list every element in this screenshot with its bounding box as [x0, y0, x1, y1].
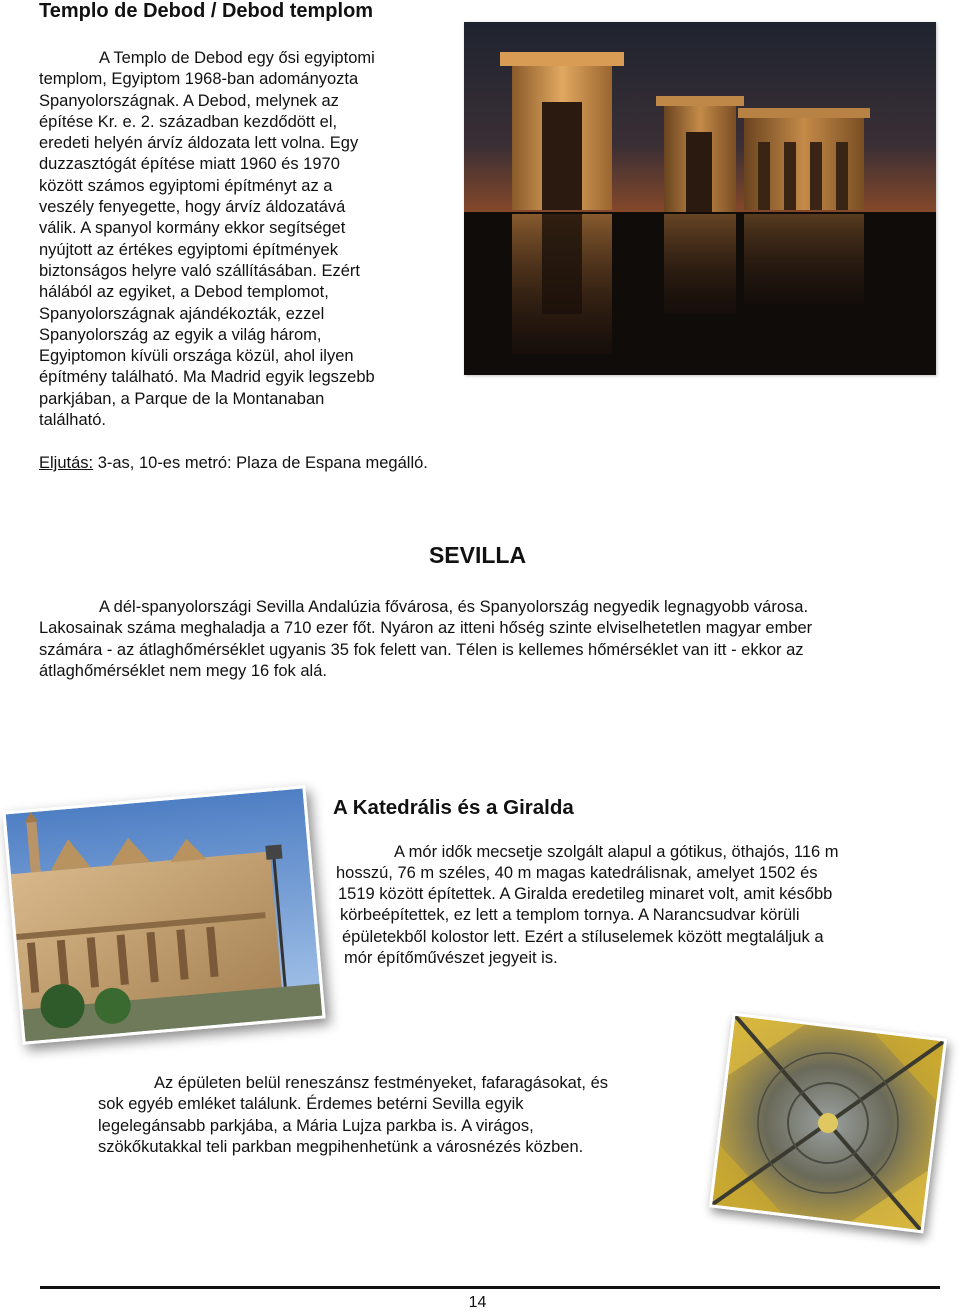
debod-line: duzzasztógát építése miatt 1960 és 1970	[39, 155, 340, 174]
debod-line: Spanyolország az egyik a világ három,	[39, 325, 322, 344]
katedralis-line: körbeépítettek, ez lett a templom tornya. A Narancsudvar körüli	[340, 906, 800, 924]
access-label: Eljutás:	[39, 454, 94, 472]
debod-line: biztonságos helyre való szállításában. Ezért	[39, 261, 361, 280]
cathedral-ceiling-photo	[709, 1013, 947, 1234]
sevilla-paragraph	[39, 597, 919, 682]
access-info	[39, 454, 428, 473]
sevilla-heading: SEVILLA	[428, 542, 527, 568]
katedralis-line: hosszú, 76 m széles, 40 m magas katedrálisnak, amelyet 1502 és	[336, 864, 818, 882]
debod-line: Egyiptomon kívüli országa közül, ahol ilyen	[39, 347, 354, 366]
debod-line: található.	[39, 411, 106, 430]
interior-line: legelegánsabb parkjába, a Mária Lujza parkba is. A virágos,	[98, 1116, 534, 1135]
debod-line: között számos egyiptomi építményt az a	[39, 176, 333, 195]
sevilla-line: Lakosainak száma meghaladja a 710 ezer főt. Nyáron az itteni hőség szinte elviselhetetlen magyar ember	[39, 619, 813, 638]
debod-line: veszély fenyegette, hogy árvíz áldozatává	[39, 198, 346, 217]
cathedral-photo	[2, 785, 325, 1045]
sevilla-line: számára - az átlaghőmérséklet ugyanis 35 fok felett van. Télen is kellemes hőmérséklet van itt - ekkor az	[39, 640, 804, 659]
debod-line: eredeti helyén árvíz áldozata lett volna. Egy	[39, 134, 359, 153]
debod-line: hálából az egyiket, a Debod templomot,	[39, 283, 329, 302]
katedralis-line: mór építőművészet jegyeit is.	[344, 949, 558, 967]
debod-line: Spanyolországnak ajándékozták, ezzel	[39, 304, 325, 323]
katedralis-heading: A Katedrális és a Giralda	[333, 796, 574, 819]
interior-line: szökőkutakkal teli parkban megpihenhetünk a városnézés közben.	[98, 1137, 584, 1156]
debod-line: nyújtott az értékes egyiptomi építmények	[39, 240, 338, 259]
sevilla-line: A dél-spanyolországi Sevilla Andalúzia fővárosa, és Spanyolország negyedik legnagyobb városa.	[99, 598, 809, 616]
sevilla-line: átlaghőmérséklet nem megy 16 fok alá.	[39, 661, 327, 680]
debod-line: templom, Egyiptom 1968-ban adományozta	[39, 70, 359, 89]
debod-temple-photo	[464, 22, 936, 375]
interior-line: Az épületen belül reneszánsz festményeket, fafaragásokat, és	[154, 1074, 609, 1092]
page-number: 14	[468, 1294, 487, 1311]
katedralis-line: A mór idők mecsetje szolgált alapul a gótikus, öthajós, 116 m	[394, 843, 839, 861]
debod-line: válik. A spanyol kormány ekkor segítséget	[39, 219, 346, 238]
katedralis-line: 1519 között építettek. A Giralda eredetileg minaret volt, amit később	[338, 885, 833, 903]
access-text: 3-as, 10-es metró: Plaza de Espana megálló.	[93, 454, 428, 472]
interior-line: sok egyéb emléket találunk. Érdemes betérni Sevilla egyik	[98, 1095, 524, 1114]
debod-line: építése Kr. e. 2. században kezdődött el,	[39, 112, 338, 131]
debod-line: építmény található. Ma Madrid egyik legszebb	[39, 368, 375, 387]
footer-divider	[40, 1286, 940, 1289]
katedralis-line: épületekből kolostor lett. Ezért a stíluselemek között megtaláljuk a	[342, 928, 824, 946]
interior-paragraph	[98, 1073, 678, 1158]
debod-paragraph	[39, 48, 429, 431]
debod-line: Spanyolországnak. A Debod, melynek az	[39, 91, 339, 110]
debod-title: Templo de Debod / Debod templom	[39, 0, 374, 22]
debod-line: parkjában, a Parque de la Montanaban	[39, 389, 325, 408]
debod-line: A Templo de Debod egy ősi egyiptomi	[99, 49, 375, 67]
